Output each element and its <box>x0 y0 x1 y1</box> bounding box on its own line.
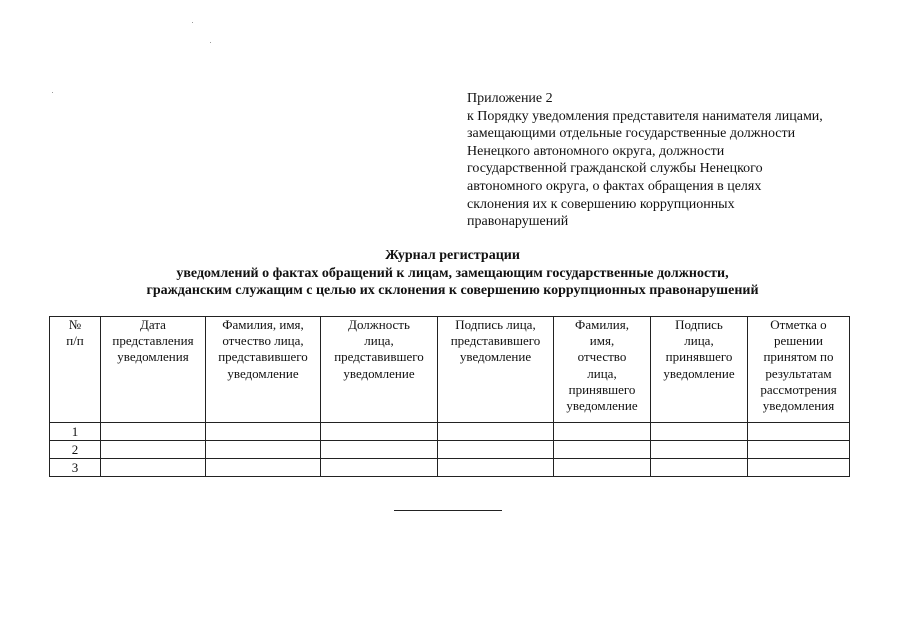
appendix-line: замещающими отдельные государственные должности <box>467 126 796 142</box>
row-number-cell: 3 <box>50 459 101 477</box>
header-cell-submitter-position: Должность лица, представившего уведомление <box>321 317 438 423</box>
document-title <box>0 247 905 300</box>
table-cell <box>748 459 850 477</box>
table-cell <box>206 423 321 441</box>
table-cell <box>101 459 206 477</box>
scan-speck <box>210 42 211 43</box>
appendix-line: к Порядку уведомления представителя нанимателя лицами, <box>467 108 823 124</box>
table-cell <box>101 423 206 441</box>
appendix-line: склонения их к совершению коррупционных <box>467 196 735 212</box>
table-cell <box>321 441 438 459</box>
table-cell <box>748 423 850 441</box>
header-cell-date: Дата представления уведомления <box>101 317 206 423</box>
registration-journal-table <box>49 316 850 477</box>
footer-divider <box>394 510 502 511</box>
header-cell-submitter-name: Фамилия, имя, отчество лица, представившего уведомление <box>206 317 321 423</box>
table-cell <box>321 459 438 477</box>
table-cell <box>206 459 321 477</box>
header-cell-number: № п/п <box>50 317 101 423</box>
table-cell <box>554 423 651 441</box>
table-cell <box>554 459 651 477</box>
table-header-row <box>50 317 850 423</box>
title-line: уведомлений о фактах обращений к лицам, замещающим государственные должности, <box>176 265 729 281</box>
title-line: гражданским служащим с целью их склонения к совершению коррупционных правонарушений <box>146 283 759 298</box>
table-cell <box>101 441 206 459</box>
table-cell <box>748 441 850 459</box>
table-cell <box>554 441 651 459</box>
table-cell <box>321 423 438 441</box>
appendix-line: правонарушений <box>467 214 569 230</box>
table-cell <box>651 459 748 477</box>
row-number-cell: 2 <box>50 441 101 459</box>
table-row <box>50 459 850 477</box>
table-cell <box>438 459 554 477</box>
scan-speck <box>52 92 53 93</box>
header-cell-decision-mark: Отметка о решении принятом по результатам рассмотрения уведомления <box>748 317 850 423</box>
header-cell-receiver-signature: Подпись лица, принявшего уведомление <box>651 317 748 423</box>
table-cell <box>651 423 748 441</box>
table-cell <box>651 441 748 459</box>
table-cell <box>206 441 321 459</box>
title-line: Журнал регистрации <box>385 248 520 263</box>
appendix-line: государственной гражданской службы Ненецкого <box>467 161 763 177</box>
appendix-note <box>467 90 867 231</box>
table-row <box>50 423 850 441</box>
appendix-line: автономного округа, о фактах обращения в целях <box>467 178 762 194</box>
header-cell-receiver-name: Фамилия, имя, отчество лица, принявшего уведомление <box>554 317 651 423</box>
table-cell <box>438 423 554 441</box>
appendix-line: Приложение 2 <box>467 91 553 106</box>
table-cell <box>438 441 554 459</box>
header-cell-submitter-signature: Подпись лица, представившего уведомление <box>438 317 554 423</box>
row-number-cell: 1 <box>50 423 101 441</box>
table-row <box>50 441 850 459</box>
scan-speck <box>192 22 193 23</box>
appendix-line: Ненецкого автономного округа, должности <box>467 143 725 159</box>
